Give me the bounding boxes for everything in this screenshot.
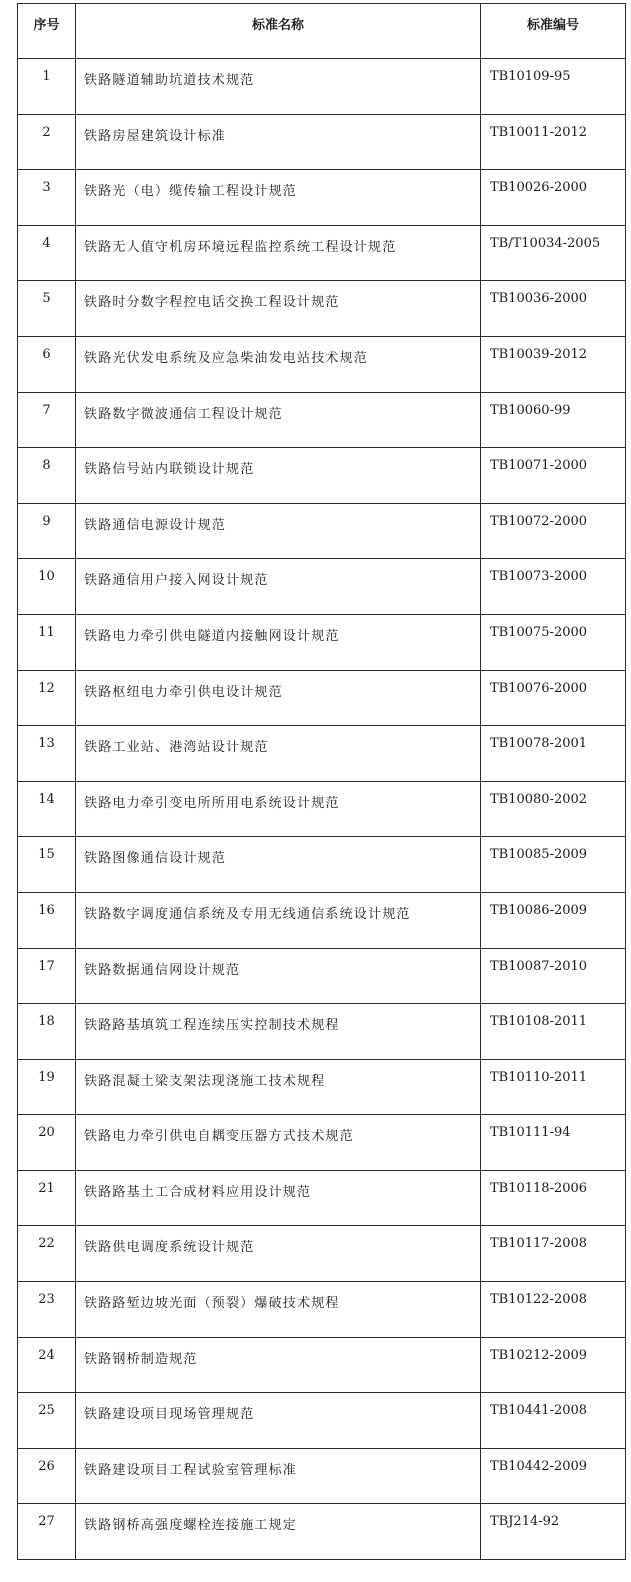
row-number: 26 [18, 1448, 76, 1504]
standard-name: 铁路路堑边坡光面（预裂）爆破技术规程 [76, 1282, 481, 1338]
table-row [18, 1337, 626, 1393]
standard-code: TB10080-2002 [481, 781, 626, 837]
standard-name: 铁路路基填筑工程连续压实控制技术规程 [76, 1004, 481, 1060]
table-body [18, 59, 626, 1560]
standard-name: 铁路建设项目现场管理规范 [76, 1393, 481, 1449]
row-number: 20 [18, 1115, 76, 1171]
table-row [18, 1504, 626, 1560]
standard-code: TB10212-2009 [481, 1337, 626, 1393]
standard-name: 铁路数字微波通信工程设计规范 [76, 392, 481, 448]
standard-code: TB/T10034-2005 [481, 225, 626, 281]
standard-code: TBJ214-92 [481, 1504, 626, 1560]
row-number: 13 [18, 726, 76, 782]
header-code: 标准编号 [481, 4, 626, 59]
standard-name: 铁路混凝土梁支架法现浇施工技术规程 [76, 1059, 481, 1115]
standard-name: 铁路隧道辅助坑道技术规范 [76, 59, 481, 115]
table-row [18, 559, 626, 615]
table-row [18, 614, 626, 670]
row-number: 10 [18, 559, 76, 615]
table-row [18, 1393, 626, 1449]
row-number: 9 [18, 503, 76, 559]
standard-name: 铁路通信用户接入网设计规范 [76, 559, 481, 615]
standard-code: TB10109-95 [481, 59, 626, 115]
row-number: 3 [18, 170, 76, 226]
standard-code: TB10072-2000 [481, 503, 626, 559]
standard-code: TB10087-2010 [481, 948, 626, 1004]
row-number: 8 [18, 448, 76, 504]
standard-code: TB10075-2000 [481, 614, 626, 670]
standard-name: 铁路图像通信设计规范 [76, 837, 481, 893]
standard-name: 铁路建设项目工程试验室管理标准 [76, 1448, 481, 1504]
row-number: 16 [18, 892, 76, 948]
standard-name: 铁路枢纽电力牵引供电设计规范 [76, 670, 481, 726]
table-row [18, 1059, 626, 1115]
row-number: 5 [18, 281, 76, 337]
standard-name: 铁路数字调度通信系统及专用无线通信系统设计规范 [76, 892, 481, 948]
row-number: 4 [18, 225, 76, 281]
table-header [18, 4, 626, 59]
row-number: 19 [18, 1059, 76, 1115]
standard-code: TB10110-2011 [481, 1059, 626, 1115]
standard-name: 铁路电力牵引变电所所用电系统设计规范 [76, 781, 481, 837]
row-number: 25 [18, 1393, 76, 1449]
table-row [18, 114, 626, 170]
table-row [18, 781, 626, 837]
row-number: 14 [18, 781, 76, 837]
standard-code: TB10118-2006 [481, 1170, 626, 1226]
standard-code: TB10026-2000 [481, 170, 626, 226]
standard-code: TB10071-2000 [481, 448, 626, 504]
table-row [18, 892, 626, 948]
row-number: 17 [18, 948, 76, 1004]
standard-name: 铁路光伏发电系统及应急柴油发电站技术规范 [76, 336, 481, 392]
standard-name: 铁路房屋建筑设计标准 [76, 114, 481, 170]
table-row [18, 281, 626, 337]
standard-name: 铁路通信电源设计规范 [76, 503, 481, 559]
table-row [18, 1226, 626, 1282]
standard-code: TB10441-2008 [481, 1393, 626, 1449]
standard-code: TB10076-2000 [481, 670, 626, 726]
standard-code: TB10060-99 [481, 392, 626, 448]
standard-code: TB10122-2008 [481, 1282, 626, 1338]
standard-name: 铁路工业站、港湾站设计规范 [76, 726, 481, 782]
standard-name: 铁路无人值守机房环境远程监控系统工程设计规范 [76, 225, 481, 281]
table-row [18, 170, 626, 226]
standard-code: TB10108-2011 [481, 1004, 626, 1060]
standard-name: 铁路路基土工合成材料应用设计规范 [76, 1170, 481, 1226]
standard-name: 铁路光（电）缆传输工程设计规范 [76, 170, 481, 226]
standards-table [17, 3, 626, 1560]
standard-code: TB10011-2012 [481, 114, 626, 170]
row-number: 23 [18, 1282, 76, 1338]
row-number: 2 [18, 114, 76, 170]
standard-code: TB10085-2009 [481, 837, 626, 893]
standard-code: TB10073-2000 [481, 559, 626, 615]
table-row [18, 392, 626, 448]
standard-code: TB10039-2012 [481, 336, 626, 392]
table-row [18, 448, 626, 504]
header-name: 标准名称 [76, 4, 481, 59]
standard-name: 铁路电力牵引供电自耦变压器方式技术规范 [76, 1115, 481, 1171]
row-number: 11 [18, 614, 76, 670]
standard-code: TB10078-2001 [481, 726, 626, 782]
table-row [18, 837, 626, 893]
row-number: 24 [18, 1337, 76, 1393]
row-number: 1 [18, 59, 76, 115]
table-row [18, 670, 626, 726]
header-row [18, 4, 626, 59]
table-row [18, 948, 626, 1004]
table-row [18, 225, 626, 281]
standard-code: TB10086-2009 [481, 892, 626, 948]
table-row [18, 59, 626, 115]
table-row [18, 336, 626, 392]
table-row [18, 1282, 626, 1338]
table-row [18, 1004, 626, 1060]
standard-name: 铁路数据通信网设计规范 [76, 948, 481, 1004]
row-number: 27 [18, 1504, 76, 1560]
table-row [18, 1448, 626, 1504]
standard-code: TB10442-2009 [481, 1448, 626, 1504]
standard-name: 铁路供电调度系统设计规范 [76, 1226, 481, 1282]
standard-code: TB10036-2000 [481, 281, 626, 337]
standard-name: 铁路信号站内联锁设计规范 [76, 448, 481, 504]
standard-name: 铁路电力牵引供电隧道内接触网设计规范 [76, 614, 481, 670]
row-number: 12 [18, 670, 76, 726]
table-row [18, 503, 626, 559]
standard-code: TB10111-94 [481, 1115, 626, 1171]
row-number: 18 [18, 1004, 76, 1060]
row-number: 22 [18, 1226, 76, 1282]
row-number: 15 [18, 837, 76, 893]
row-number: 6 [18, 336, 76, 392]
header-number: 序号 [18, 4, 76, 59]
table-row [18, 1170, 626, 1226]
standard-code: TB10117-2008 [481, 1226, 626, 1282]
row-number: 21 [18, 1170, 76, 1226]
standard-name: 铁路钢桥高强度螺栓连接施工规定 [76, 1504, 481, 1560]
table-row [18, 726, 626, 782]
standard-name: 铁路钢桥制造规范 [76, 1337, 481, 1393]
table-row [18, 1115, 626, 1171]
row-number: 7 [18, 392, 76, 448]
standard-name: 铁路时分数字程控电话交换工程设计规范 [76, 281, 481, 337]
